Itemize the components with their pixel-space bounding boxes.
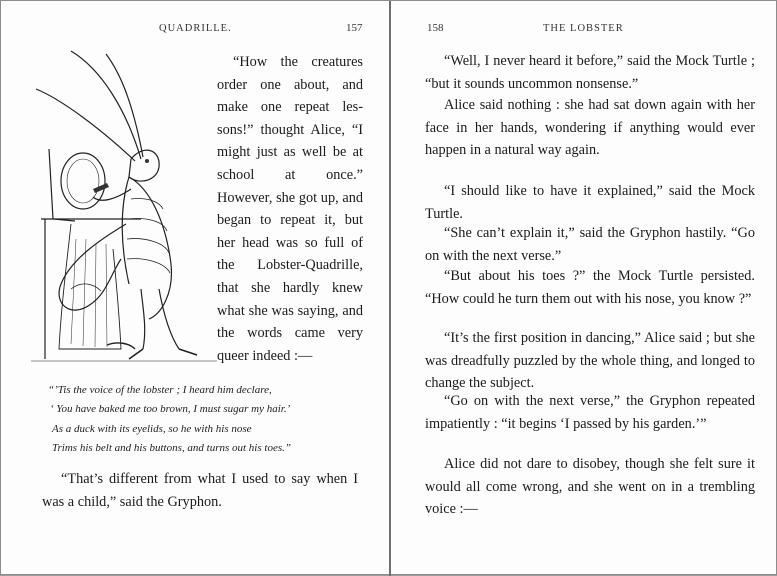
paragraph-4: “She can’t explain it,” said the Gryphon hastily. “Go on with the next verse.”	[425, 225, 755, 264]
right-running-head: THE LOBSTER	[543, 23, 624, 34]
lobster-verse	[48, 381, 291, 459]
right-page	[391, 1, 777, 576]
paragraph-2: Alice said nothing : she had sat down again with her face in her hands, wondering if anything would ever happen in a natural way again.	[425, 97, 755, 159]
verse-line-3: As a duck with its eyelids, so he with his nose	[52, 422, 252, 435]
paragraph-5: “But about his toes ?” the Mock Turtle persisted. “How could he turn them out with his nose, you know ?”	[425, 268, 755, 307]
left-page	[1, 1, 389, 576]
paragraph-8: Alice did not dare to disobey, though she felt sure it would all come wrong, and she went on in a trembling voice :—	[425, 456, 755, 518]
paragraph-7: “Go on with the next verse,” the Gryphon repeated impatiently : “it begins ‘I passed by his garden.’”	[425, 393, 755, 432]
wrapped-paragraph: “How the creatures order one about, and make one repeat lessons!” thought Alice, “I might just as well be at school at once.” However, she got up, and began to repeat it, but her head was so full of the Lobster-Quadrille, that she hardly knew what she was saying, and the words came very queer indeed :—	[217, 54, 363, 364]
paragraph-1: “Well, I never heard it before,” said the Mock Turtle ; “but it sounds uncommon nonsense.”	[425, 53, 755, 92]
verse-line-4: Trims his belt and his buttons, and turns out his toes.”	[52, 442, 291, 455]
left-page-number: 157	[346, 22, 363, 34]
paragraph-3: “I should like to have it explained,” said the Mock Turtle.	[425, 183, 755, 222]
left-running-head: QUADRILLE.	[159, 23, 232, 34]
right-page-number: 158	[427, 22, 444, 34]
verse-line-2: ‘ You have baked me too brown, I must sugar my hair.’	[50, 403, 291, 416]
closing-paragraph: “That’s different from what I used to say when I was a child,” said the Gryphon.	[42, 471, 358, 510]
verse-line-1: “’Tis the voice of the lobster ; I heard him declare,	[48, 384, 272, 396]
lobster-illustration	[31, 49, 217, 367]
paragraph-6: “It’s the first position in dancing,” Alice said ; but she was dreadfully puzzled by the whole thing, and longed to change the subject.	[425, 330, 755, 392]
